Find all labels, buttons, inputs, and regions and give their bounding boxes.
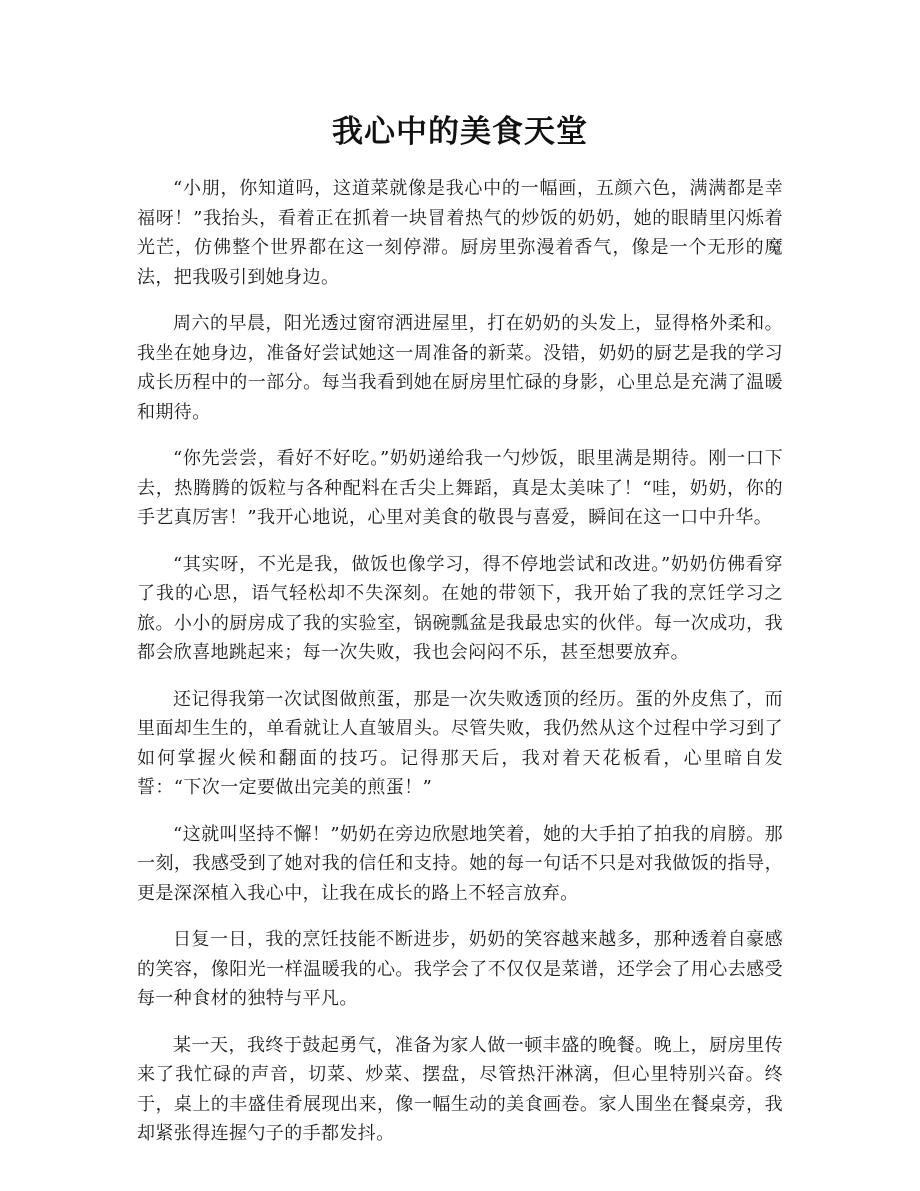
paragraph-2: 周六的早晨，阳光透过窗帘洒进屋里，打在奶奶的头发上，显得格外柔和。我坐在她身边，准备好尝试她这一周准备的新菜。没错，奶奶的厨艺是我的学习成长历程中的一部分。每当我看到她在厨房里忙碌的身影，心里总是充满了温暖和期待。 [137, 313, 783, 423]
paragraph-7: 日复一日，我的烹饪技能不断进步，奶奶的笑容越来越多，那种透着自豪感的笑容，像阳光一样温暖我的心。我学会了不仅仅是菜谱，还学会了用心去感受每一种食材的独特与平凡。 [137, 929, 783, 1009]
paragraph-3: “你先尝尝，看好不好吃。”奶奶递给我一勺炒饭，眼里满是期待。刚一口下去，热腾腾的饭粒与各种配料在舌尖上舞蹈，真是太美味了！“哇，奶奶，你的手艺真厉害！”我开心地说，心里对美食的敬畏与喜爱，瞬间在这一口中升华。 [137, 448, 783, 528]
paragraph-5: 还记得我第一次试图做煎蛋，那是一次失败透顶的经历。蛋的外皮焦了，而里面却生生的，单看就让人直皱眉头。尽管失败，我仍然从这个过程中学习到了如何掌握火候和翻面的技巧。记得那天后，我对着天花板看，心里暗自发誓：“下次一定要做出完美的煎蛋！” [137, 688, 783, 798]
paragraph-8: 某一天，我终于鼓起勇气，准备为家人做一顿丰盛的晚餐。晚上，厨房里传来了我忙碌的声音，切菜、炒菜、摆盘，尽管热汗淋漓，但心里特别兴奋。终于，桌上的丰盛佳肴展现出来，像一幅生动的美食画卷。家人围坐在餐桌旁，我却紧张得连握勺子的手都发抖。 [137, 1034, 783, 1144]
document-page [137, 100, 783, 1166]
paragraph-4: “其实呀，不光是我，做饭也像学习，得不停地尝试和改进。”奶奶仿佛看穿了我的心思，语气轻松却不失深刻。在她的带领下，我开始了我的烹饪学习之旅。小小的厨房成了我的实验室，锅碗瓢盆是我最忠实的伙伴。每一次成功，我都会欣喜地跳起来；每一次失败，我也会闷闷不乐，甚至想要放弃。 [137, 553, 783, 663]
document-title: 我心中的美食天堂 [332, 114, 588, 150]
paragraph-1: “小朋，你知道吗，这道菜就像是我心中的一幅画，五颜六色，满满都是幸福呀！”我抬头，看着正在抓着一块冒着热气的炒饭的奶奶，她的眼睛里闪烁着光芒，仿佛整个世界都在这一刻停滞。厨房里弥漫着香气，像是一个无形的魔法，把我吸引到她身边。 [137, 178, 783, 288]
paragraph-6: “这就叫坚持不懈！”奶奶在旁边欣慰地笑着，她的大手拍了拍我的肩膀。那一刻，我感受到了她对我的信任和支持。她的每一句话不只是对我做饭的指导，更是深深植入我心中，让我在成长的路上不轻言放弃。 [137, 823, 783, 904]
